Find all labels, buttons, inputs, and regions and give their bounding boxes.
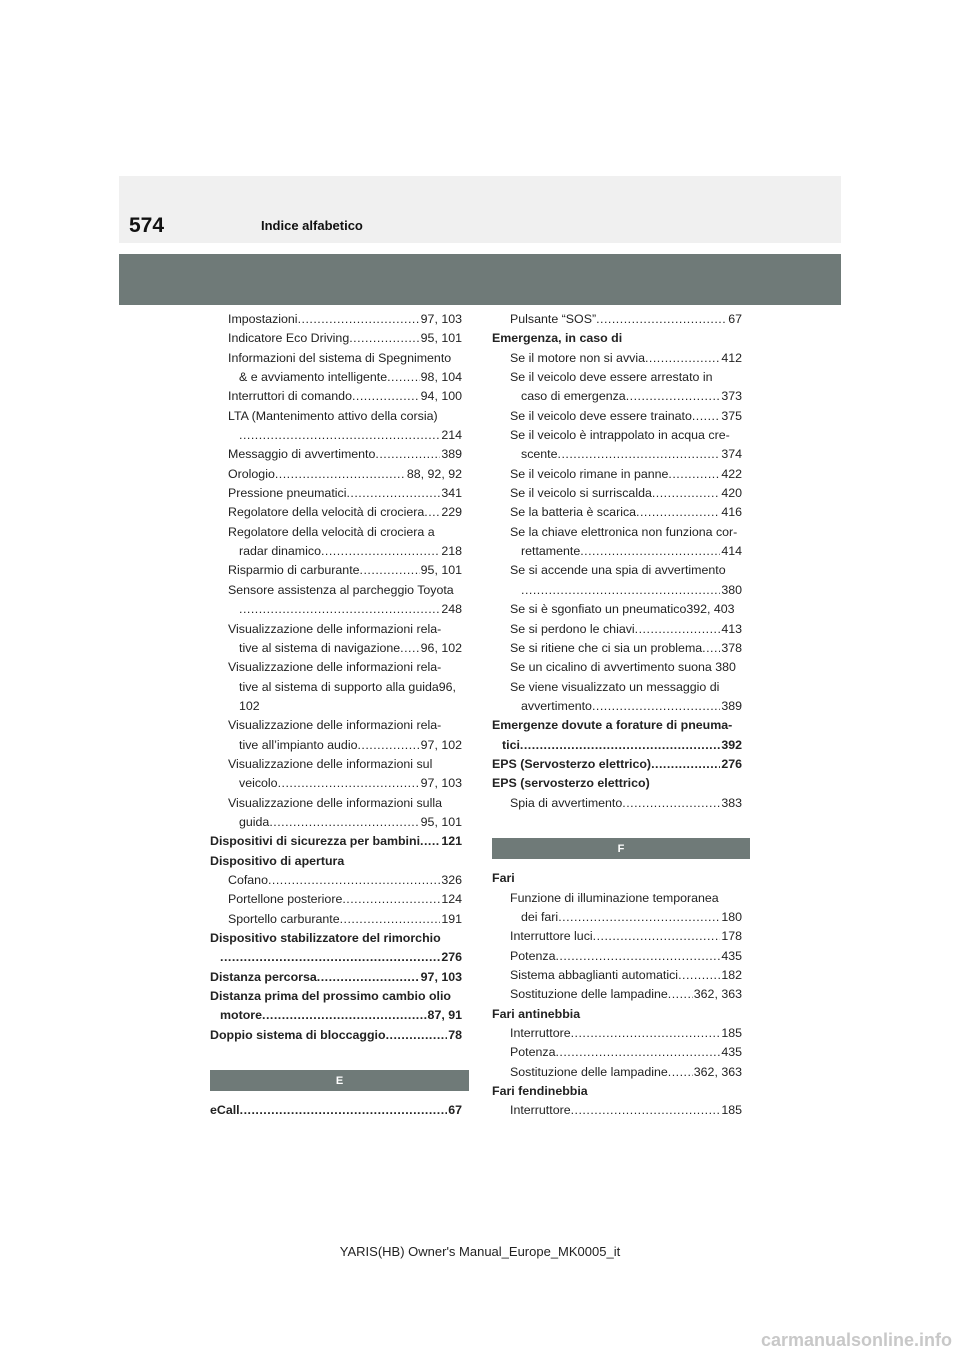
index-entry — [210, 600, 462, 619]
index-entry-text: Dispositivo di apertura — [210, 853, 345, 868]
index-entry-page: 435 — [721, 1045, 742, 1060]
dot-leader — [269, 813, 419, 832]
dot-leader — [275, 465, 406, 484]
index-entry-page: 326 — [441, 872, 462, 887]
dot-leader — [321, 542, 440, 561]
index-entry — [210, 329, 462, 348]
index-entry-text: Sostituzione delle lampadine — [510, 1064, 668, 1079]
section-header-e: E — [210, 1070, 469, 1091]
index-entry-page: 95, 101 — [420, 563, 462, 578]
index-entry-text: Visualizzazione delle informazioni rela- — [228, 660, 442, 675]
index-entry-page: 97, 103 — [420, 969, 462, 984]
index-entry — [210, 736, 462, 755]
index-entry-page: 182 — [721, 968, 742, 982]
index-entry-text: EPS (Servosterzo elettrico) — [492, 756, 652, 771]
page-footer: YARIS(HB) Owner's Manual_Europe_MK0005_it — [339, 1244, 621, 1259]
index-entry — [492, 658, 742, 677]
index-entry — [492, 581, 742, 600]
dot-leader — [651, 755, 720, 774]
watermark: carmanualsonline.info — [760, 1330, 952, 1350]
index-entry — [492, 716, 742, 735]
index-entry-text: Se il veicolo è intrappolato in acqua cre- — [510, 428, 730, 443]
index-entry-page: 378 — [721, 640, 742, 655]
index-entry-text: radar dinamico — [239, 544, 321, 559]
index-entry — [210, 948, 462, 967]
index-entry — [492, 908, 742, 927]
index-entry-text: Se si accende una spia di avvertimento — [510, 563, 726, 578]
index-entry — [210, 871, 462, 890]
index-entry — [210, 349, 462, 368]
index-entry-text: Pressione pneumatici — [228, 486, 347, 501]
dot-leader — [571, 1101, 721, 1120]
index-entry-text: 102 — [239, 698, 260, 713]
index-entry-page: 95, 101 — [420, 331, 462, 346]
index-entry-page: 276 — [441, 950, 462, 965]
index-entry-text: Interruttore — [510, 1026, 571, 1041]
index-entry — [492, 600, 742, 619]
index-entry-text: Sistema abbaglianti automatici — [510, 968, 679, 982]
index-entry — [210, 523, 462, 542]
index-entry — [492, 426, 742, 445]
index-entry — [210, 445, 462, 464]
dot-leader — [652, 484, 720, 503]
index-entry — [210, 407, 462, 426]
page-header — [119, 176, 841, 243]
index-list-f — [492, 869, 742, 1120]
index-entry-page: 389 — [721, 698, 742, 713]
index-entry — [210, 542, 462, 561]
index-entry — [492, 349, 742, 368]
index-entry-text: Interruttore luci — [510, 929, 593, 944]
dot-leader — [592, 697, 720, 716]
dot-leader — [571, 1024, 721, 1043]
index-entry-text: Se la batteria è scarica — [510, 505, 637, 520]
index-entry — [492, 966, 742, 985]
index-entry — [210, 929, 462, 948]
index-entry — [492, 1043, 742, 1062]
index-entry-page: 383 — [721, 795, 742, 810]
index-entry-text: Se il veicolo deve essere trainato — [510, 408, 692, 423]
dot-leader — [668, 985, 693, 1004]
index-entry-text: Dispositivi di sicurezza per bambini — [210, 834, 421, 849]
index-entry-text: Regolatore della velocità di crociera — [228, 505, 425, 520]
index-entry-text: Se si è sgonfiato un pneumatico392, 403 — [510, 602, 735, 617]
index-entry-page: 97, 103 — [420, 312, 462, 326]
index-entry-text: Messaggio di avvertimento — [228, 447, 376, 462]
index-entry-page: 180 — [721, 909, 742, 924]
index-entry — [492, 523, 742, 542]
index-entry-page: 87, 91 — [427, 1008, 462, 1023]
index-entry — [492, 947, 742, 966]
dot-leader — [520, 736, 720, 755]
index-entry-text: Funzione di illuminazione temporanea — [510, 890, 719, 905]
index-entry — [492, 542, 742, 561]
index-entry — [492, 794, 742, 813]
index-entry — [210, 910, 462, 929]
index-entry-text: tici — [502, 737, 520, 752]
index-entry — [492, 889, 742, 908]
index-entry-text: tive all’impianto audio — [239, 737, 358, 752]
index-entry-text: Visualizzazione delle informazioni sul — [228, 756, 433, 771]
dot-leader — [668, 465, 720, 484]
dot-leader — [239, 600, 440, 619]
index-entry-text: Pulsante “SOS” — [510, 312, 597, 326]
dot-leader — [521, 581, 720, 600]
page-number: 574 — [129, 214, 165, 237]
index-list-e-cont — [492, 310, 742, 813]
index-column-left — [210, 310, 462, 1121]
index-entry — [492, 329, 742, 348]
index-entry — [492, 561, 742, 580]
index-entry-text: & e avviamento intelligente — [239, 370, 388, 385]
dot-leader — [593, 927, 721, 946]
index-entry-text: Risparmio di carburante — [228, 563, 360, 578]
dot-leader — [352, 387, 420, 406]
index-entry-page: 191 — [441, 911, 462, 926]
dot-leader — [349, 329, 419, 348]
index-entry-text: eCall — [210, 1103, 240, 1118]
index-entry — [210, 794, 462, 813]
index-entry-text: Informazioni del sistema di Spegnimento — [228, 350, 452, 365]
index-entry — [210, 755, 462, 774]
index-entry-text: Portellone posteriore — [228, 892, 343, 907]
index-entry-text: Sportello carburante — [228, 911, 340, 926]
index-entry — [210, 678, 462, 697]
index-entry-page: 67 — [448, 1103, 462, 1118]
index-entry — [210, 987, 462, 1006]
index-entry-page: 412 — [721, 350, 742, 365]
dot-leader — [558, 445, 721, 464]
index-entry — [492, 387, 742, 406]
index-entry-page: 97, 102 — [420, 737, 462, 752]
index-entry-page: 248 — [441, 602, 462, 617]
index-entry — [210, 1006, 462, 1025]
dot-leader — [636, 503, 720, 522]
index-entry — [210, 639, 462, 658]
index-entry-text: Visualizzazione delle informazioni rela- — [228, 718, 442, 733]
index-entry-page: 185 — [721, 1026, 742, 1041]
index-entry — [210, 658, 462, 677]
index-entry — [210, 561, 462, 580]
index-entry-text: Se si perdono le chiavi — [510, 621, 635, 636]
dot-leader — [645, 349, 720, 368]
index-entry-page: 373 — [721, 389, 742, 404]
index-entry — [210, 465, 462, 484]
index-entry-text: Se il veicolo deve essere arrestato in — [510, 370, 713, 385]
dot-leader — [342, 890, 440, 909]
index-entry — [210, 1026, 462, 1045]
index-entry-page: 389 — [441, 447, 462, 462]
dot-leader — [220, 948, 440, 967]
index-entry-text: Regolatore della velocità di crociera a — [228, 524, 435, 539]
index-entry — [492, 639, 742, 658]
index-entry — [492, 869, 742, 888]
index-entry-text: veicolo — [239, 776, 278, 791]
index-entry-text: Spia di avvertimento — [510, 795, 623, 810]
index-entry — [210, 387, 462, 406]
index-entry-page: 414 — [721, 544, 742, 559]
index-entry-page: 96, 102 — [420, 640, 462, 655]
index-list-d — [210, 310, 462, 1045]
dot-leader — [239, 426, 440, 445]
index-entry-text: Emergenze dovute a forature di pneuma- — [492, 718, 733, 733]
index-entry-text: Orologio — [228, 466, 275, 481]
dot-leader — [268, 871, 440, 890]
section-header-f: F — [492, 838, 750, 859]
index-entry — [210, 503, 462, 522]
dot-leader — [278, 774, 420, 793]
index-entry-text: Distanza prima del prossimo cambio olio — [210, 989, 451, 1004]
dot-leader — [424, 503, 440, 522]
index-entry-page: 413 — [721, 621, 742, 636]
index-entry-text: Se il motore non si avvia — [510, 350, 645, 365]
index-entry-page: 341 — [441, 486, 462, 501]
dot-leader — [622, 794, 720, 813]
index-entry-page: 374 — [721, 447, 742, 462]
index-entry-text: EPS (servosterzo elettrico) — [492, 776, 650, 791]
index-entry — [492, 774, 742, 793]
index-entry-page: 78 — [448, 1027, 462, 1042]
index-entry-text: Sensore assistenza al parcheggio Toyota — [228, 582, 454, 597]
index-entry-text: Distanza percorsa — [210, 969, 317, 984]
index-entry-page: 375 — [721, 408, 742, 423]
index-entry-page: 422 — [721, 466, 742, 481]
index-entry-page: 121 — [441, 834, 462, 849]
index-entry-page: 178 — [721, 929, 742, 944]
index-entry-text: Dispositivo stabilizzatore del rimorchio — [210, 931, 441, 945]
index-entry-page: 380 — [721, 582, 742, 597]
index-entry-text: Fari — [492, 871, 515, 886]
index-entry — [492, 503, 742, 522]
dot-leader — [420, 832, 440, 851]
dot-leader — [387, 368, 420, 387]
index-entry — [492, 1063, 742, 1082]
index-entry-text: Interruttore — [510, 1103, 571, 1118]
dot-leader — [702, 639, 720, 658]
dot-leader — [386, 1026, 448, 1045]
index-entry — [492, 407, 742, 426]
index-entry-text: Visualizzazione delle informazioni rela- — [228, 621, 442, 636]
index-entry-page: 392 — [721, 737, 742, 752]
index-entry — [210, 968, 462, 987]
dot-leader — [678, 966, 720, 985]
index-column-right — [492, 310, 742, 1121]
dot-leader — [692, 407, 720, 426]
index-entry — [492, 755, 742, 774]
index-entry — [492, 678, 742, 697]
index-entry-page: 88, 92, 92 — [406, 466, 462, 481]
page-title: Indice alfabetico — [261, 218, 363, 233]
index-entry-text: Se un cicalino di avvertimento suona 380 — [510, 660, 736, 675]
index-entry — [210, 813, 462, 832]
index-entry-page: 416 — [721, 505, 742, 520]
dot-leader — [555, 1043, 720, 1062]
index-entry-text: Interruttori di comando — [228, 389, 352, 404]
index-entry — [210, 697, 462, 716]
index-entry-page: 420 — [721, 486, 742, 501]
index-entry-text: Potenza — [510, 948, 556, 963]
index-entry-page: 214 — [441, 428, 462, 443]
index-list-e — [210, 1101, 462, 1120]
index-entry — [210, 310, 462, 329]
index-entry — [210, 774, 462, 793]
index-entry — [492, 927, 742, 946]
index-entry-text: dei fari — [521, 909, 559, 924]
index-entry-page: 218 — [441, 544, 462, 559]
index-entry — [492, 465, 742, 484]
index-entry-text: Sostituzione delle lampadine — [510, 987, 668, 1002]
index-entry — [210, 716, 462, 735]
index-entry — [492, 310, 742, 329]
index-entry-page: 97, 103 — [420, 776, 462, 791]
dot-leader — [668, 1063, 693, 1082]
index-entry — [210, 581, 462, 600]
index-entry-text: tive al sistema di supporto alla guida96, — [239, 679, 456, 694]
index-entry-page: 435 — [721, 948, 742, 963]
index-entry — [492, 1101, 742, 1120]
index-entry-text: Impostazioni — [228, 312, 298, 326]
index-entry-page: 229 — [441, 505, 462, 520]
index-entry — [210, 620, 462, 639]
index-entry-text: Indicatore Eco Driving — [228, 331, 350, 346]
dot-leader — [360, 561, 420, 580]
index-entry — [210, 832, 462, 851]
index-entry-text: scente — [521, 447, 558, 462]
index-entry-text: Doppio sistema di bloccaggio — [210, 1027, 386, 1042]
index-entry — [492, 1082, 742, 1101]
index-entry-page: 94, 100 — [420, 389, 462, 404]
index-entry-text: Se il veicolo si surriscalda — [510, 486, 652, 501]
index-entry-text: Se viene visualizzato un messaggio di — [510, 679, 720, 694]
index-entry-text: Visualizzazione delle informazioni sulla — [228, 795, 442, 810]
index-entry-text: Se il veicolo rimane in panne — [510, 466, 669, 481]
dot-leader — [555, 947, 720, 966]
dot-leader — [357, 736, 419, 755]
index-entry-text: LTA (Mantenimento attivo della corsia) — [228, 408, 438, 423]
index-entry — [210, 1101, 462, 1120]
dot-leader — [340, 910, 441, 929]
index-entry — [492, 1005, 742, 1024]
index-entry — [210, 852, 462, 871]
dot-leader — [580, 542, 720, 561]
index-entry-text: motore — [220, 1008, 262, 1023]
dot-leader — [635, 620, 721, 639]
index-entry — [492, 697, 742, 716]
index-entry — [492, 985, 742, 1004]
dot-leader — [262, 1006, 427, 1025]
dot-leader — [346, 484, 440, 503]
index-entry-page: 95, 101 — [420, 814, 462, 829]
index-entry-text: rettamente — [521, 544, 581, 559]
index-entry-page: 362, 363 — [693, 1064, 742, 1079]
index-entry — [210, 426, 462, 445]
dot-leader — [400, 639, 419, 658]
index-entry-text: avvertimento — [521, 698, 592, 713]
index-entry-page: 185 — [721, 1103, 742, 1118]
dot-leader — [375, 445, 440, 464]
index-entry-text: Se si ritiene che ci sia un problema — [510, 640, 703, 655]
index-entry-text: tive al sistema di navigazione — [239, 640, 401, 655]
index-entry — [492, 1024, 742, 1043]
index-entry-page: 98, 104 — [420, 370, 462, 385]
index-entry-page: 67 — [728, 312, 742, 326]
dot-leader — [298, 310, 420, 329]
dot-leader — [240, 1101, 448, 1120]
index-entry — [492, 445, 742, 464]
index-entry-page: 276 — [721, 756, 742, 771]
index-entry-text: Se la chiave elettronica non funziona cor- — [510, 524, 738, 539]
index-entry-text: Potenza — [510, 1045, 556, 1060]
index-entry-text: caso di emergenza — [521, 389, 626, 404]
index-entry-text: Cofano — [228, 872, 268, 887]
index-entry — [492, 620, 742, 639]
index-entry-page: 362, 363 — [693, 987, 742, 1002]
index-entry — [210, 368, 462, 387]
index-entry-text: guida — [239, 814, 270, 829]
index-entry — [210, 890, 462, 909]
index-entry-text: Fari fendinebbia — [492, 1084, 588, 1099]
index-entry-text: Emergenza, in caso di — [492, 331, 623, 346]
dot-leader — [596, 310, 727, 329]
index-entry — [492, 368, 742, 387]
index-entry-page: 124 — [441, 892, 462, 907]
dot-leader — [317, 968, 420, 987]
header-band — [119, 254, 841, 305]
index-entry — [492, 484, 742, 503]
index-entry-text: Fari antinebbia — [492, 1006, 581, 1021]
dot-leader — [558, 908, 720, 927]
dot-leader — [626, 387, 721, 406]
index-entry — [492, 736, 742, 755]
index-entry — [210, 484, 462, 503]
